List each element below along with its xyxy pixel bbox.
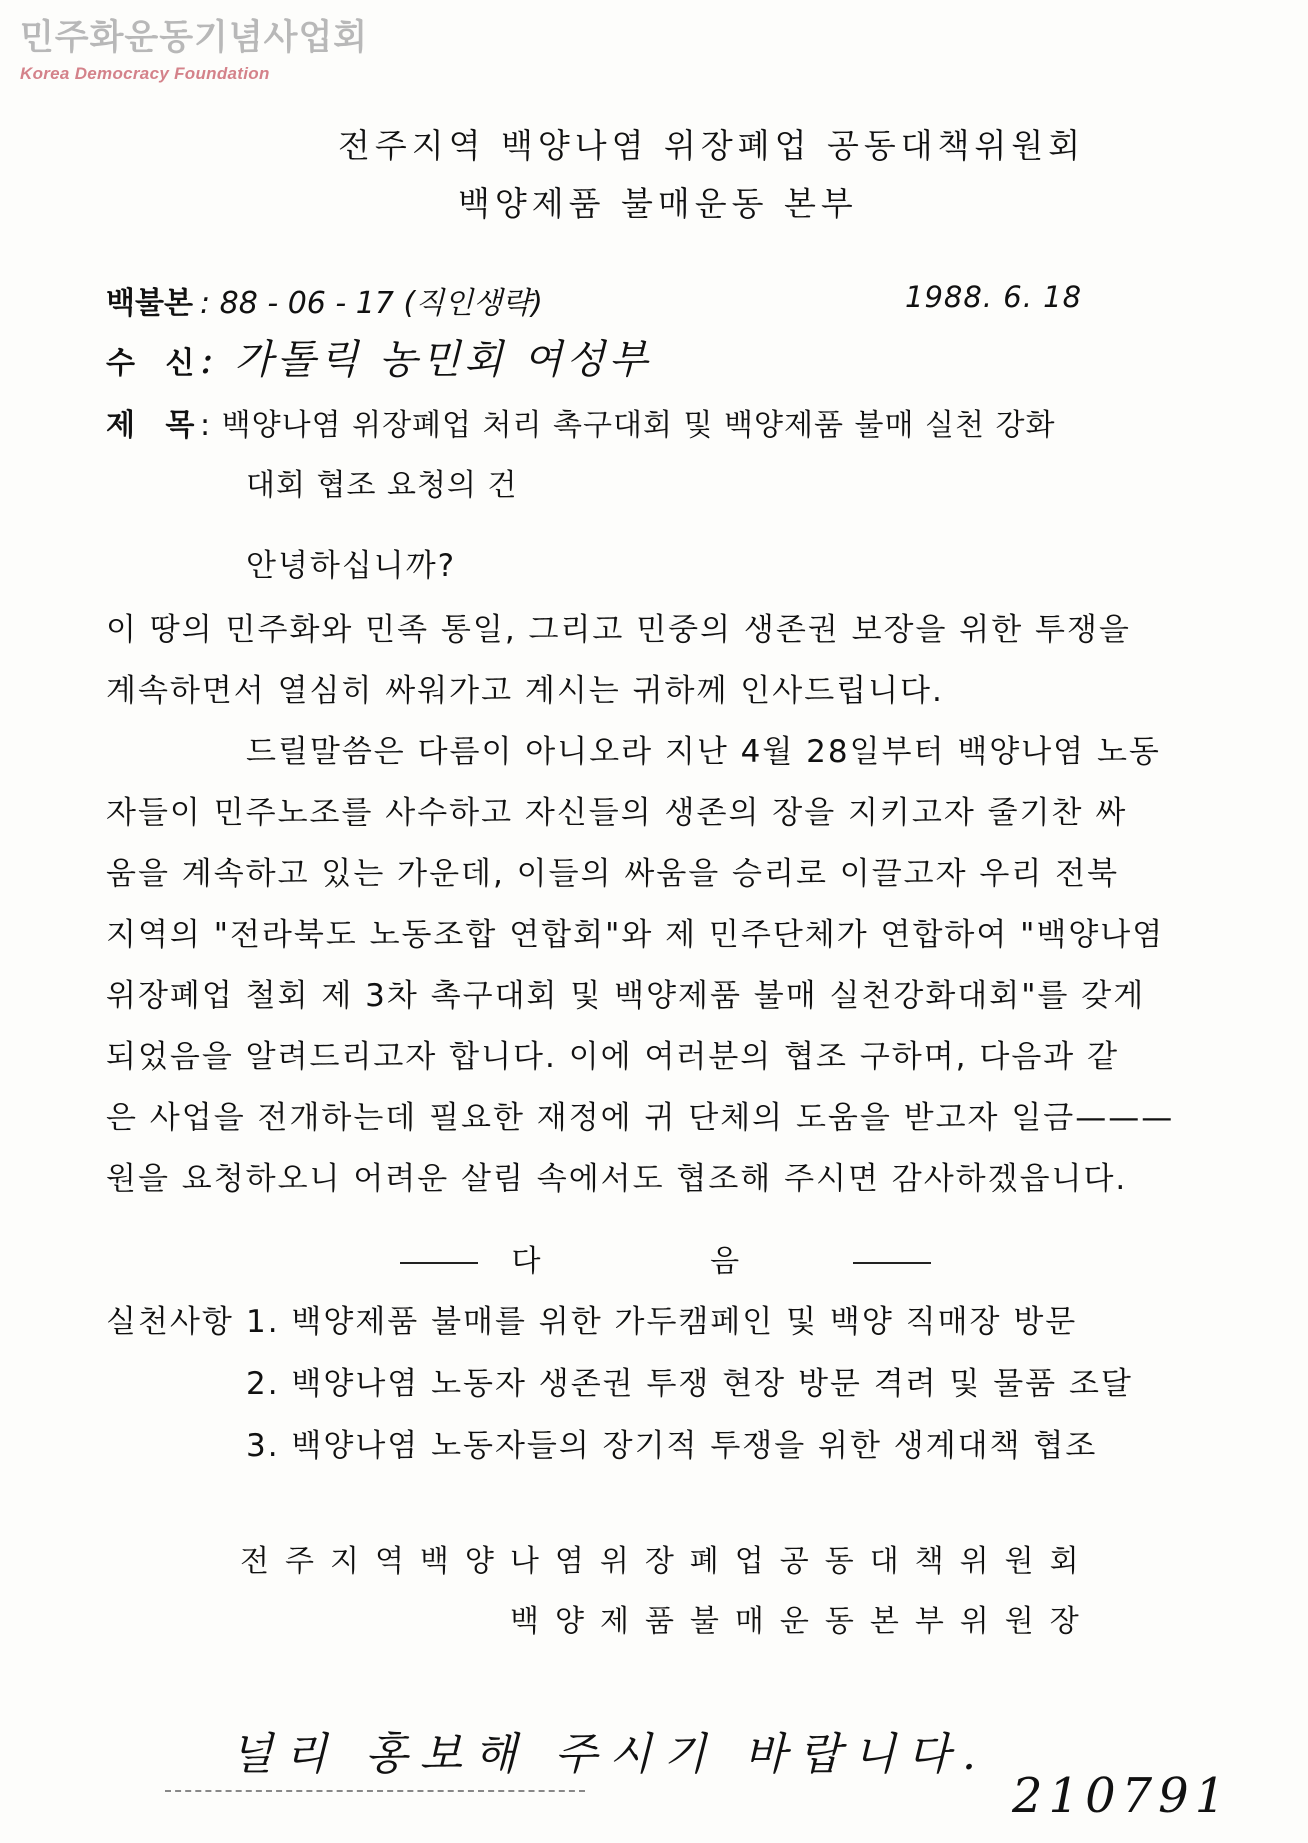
body-line: 계속하면서 열심히 싸워가고 계시는 귀하께 인사드립니다. — [106, 673, 944, 709]
watermark — [20, 16, 368, 84]
watermark-english: Korea Democracy Foundation — [20, 64, 270, 83]
recipient-value: : 가톨릭 농민회 여성부 — [200, 337, 652, 383]
body-line: 위장폐업 철회 제 3차 촉구대회 및 백양제품 불매 실천강화대회"를 갖게 — [106, 978, 1146, 1014]
action-item: 2. 백양나염 노동자 생존권 투쟁 현장 방문 격려 및 물품 조달 — [246, 1366, 1133, 1402]
recipient-label: 수 신 — [106, 346, 205, 381]
archive-number: 210791 — [1012, 1768, 1232, 1824]
section-title-dash — [400, 1262, 478, 1264]
action-item: 3. 백양나염 노동자들의 장기적 투쟁을 위한 생계대책 협조 — [246, 1428, 1098, 1464]
body-line: 드릴말씀은 다름이 아니오라 지난 4월 28일부터 백양나염 노동 — [246, 734, 1161, 770]
subject-line2: 대회 협조 요청의 건 — [246, 468, 518, 503]
signature-line1: 전주지역백양나염위장폐업공동대책위원회 — [240, 1544, 1095, 1579]
signature-line2: 백양제품불매운동본부위원장 — [510, 1604, 1095, 1639]
body-line: 자들이 민주노조를 사수하고 자신들의 생존의 장을 지키고자 줄기찬 싸 — [106, 795, 1128, 831]
section-title-dash — [853, 1262, 931, 1264]
subject-line1: : 백양나염 위장폐업 처리 촉구대회 및 백양제품 불매 실천 강화 — [200, 408, 1056, 443]
section-title — [400, 1236, 931, 1280]
subject-label: 제 목 — [106, 408, 205, 443]
watermark-korean: 민주화운동기념사업회 — [20, 18, 369, 58]
body-line: 은 사업을 전개하는데 필요한 재정에 귀 단체의 도움을 받고자 일금——— — [106, 1100, 1175, 1136]
document-date: 1988. 6. 18 — [905, 280, 1083, 314]
note-underline — [165, 1790, 585, 1792]
body-line: 되었음을 알려드리고자 합니다. 이에 여러분의 협조 구하며, 다음과 같 — [106, 1039, 1120, 1075]
doc-number-label: 백불본 — [106, 286, 193, 321]
body-line: 움을 계속하고 있는 가운데, 이들의 싸움을 승리로 이끌고자 우리 전북 — [106, 856, 1120, 892]
handwritten-note: 널리 홍보해 주시기 바랍니다. — [230, 1729, 988, 1780]
section-title-text: 다 음 — [511, 1244, 820, 1279]
header-org-line2: 백양제품 불매운동 본부 — [458, 184, 858, 223]
header-org-line1: 전주지역 백양나염 위장폐업 공동대책위원회 — [338, 126, 1086, 165]
body-line: 지역의 "전라북도 노동조합 연합회"와 제 민주단체가 연합하여 "백양나염 — [106, 917, 1165, 953]
doc-number-value: : 88 - 06 - 17 (직인생략) — [200, 286, 543, 321]
greeting: 안녕하십니까? — [246, 548, 457, 584]
actions-label: 실천사항 — [106, 1304, 234, 1340]
action-item: 1. 백양제품 불매를 위한 가두캠페인 및 백양 직매장 방문 — [246, 1304, 1078, 1340]
body-line: 원을 요청하오니 어려운 살림 속에서도 협조해 주시면 감사하겠읍니다. — [106, 1161, 1128, 1197]
body-line: 이 땅의 민주화와 민족 통일, 그리고 민중의 생존권 보장을 위한 투쟁을 — [106, 612, 1131, 648]
